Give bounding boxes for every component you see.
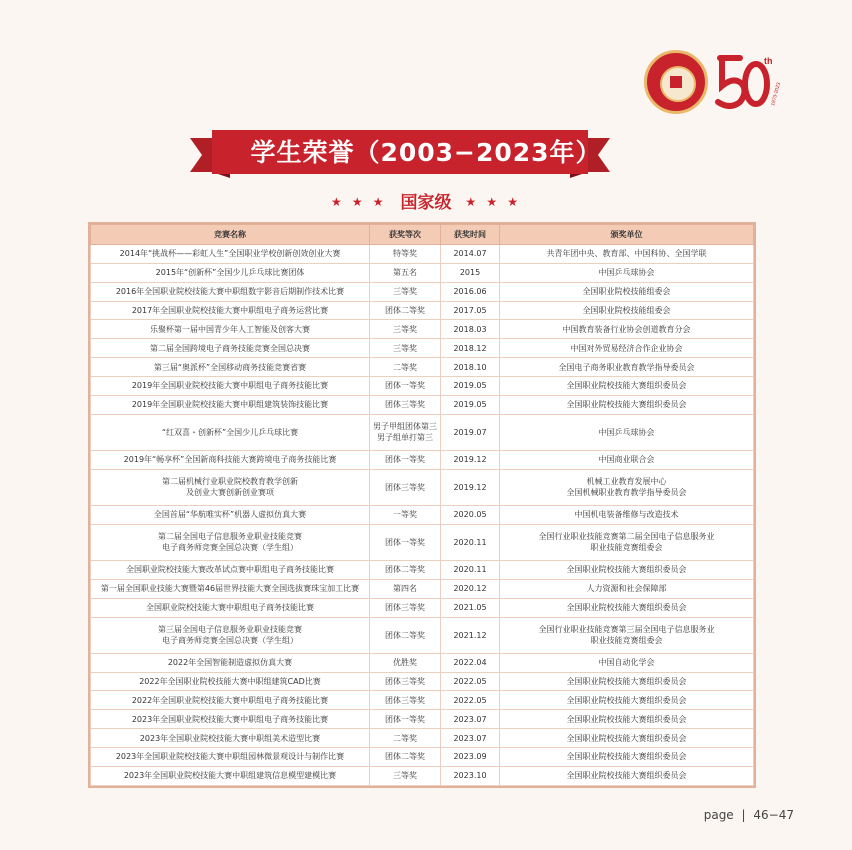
cell-issuing-body: 全国职业院校技能组委会 (500, 301, 754, 320)
table-row (91, 505, 754, 524)
cell-award-level: 三等奖 (370, 282, 441, 301)
cell-competition: 2023年全国职业院校技能大赛中职组美术造型比赛 (91, 729, 370, 748)
cell-award-date: 2023.10 (441, 766, 500, 785)
cell-issuing-body: 全国职业院校技能大赛组织委员会 (500, 710, 754, 729)
cell-award-level: 三等奖 (370, 766, 441, 785)
section-heading (0, 188, 852, 213)
table-body (91, 245, 754, 786)
page-title: 学生荣誉（2003−2023年） (250, 138, 602, 167)
cell-award-level: 团体三等奖 (370, 691, 441, 710)
cell-competition: 2022年全国智能制造虚拟仿真大赛 (91, 653, 370, 672)
cell-issuing-body: 中国乒乓球协会 (500, 414, 754, 450)
cell-competition: 第三届全国电子信息服务业职业技能竞赛 电子商务师竞赛全国总决赛（学生组） (91, 617, 370, 653)
cell-competition: 2016年全国职业院校技能大赛中职组数字影音后期制作技术比赛 (91, 282, 370, 301)
cell-issuing-body: 全国职业院校技能大赛组织委员会 (500, 560, 754, 579)
cell-award-level: 团体二等奖 (370, 560, 441, 579)
cell-issuing-body: 中国对外贸易经济合作企业协会 (500, 339, 754, 358)
table-row (91, 747, 754, 766)
cell-award-date: 2019.05 (441, 395, 500, 414)
anniversary-years: 1973-2023 (770, 81, 783, 107)
table-row (91, 339, 754, 358)
cell-issuing-body: 全国职业院校技能大赛组织委员会 (500, 395, 754, 414)
cell-award-date: 2018.03 (441, 320, 500, 339)
table-row (91, 672, 754, 691)
cell-award-level: 团体一等奖 (370, 450, 441, 469)
cell-award-level: 团体三等奖 (370, 395, 441, 414)
table-row (91, 617, 754, 653)
cell-competition: 第二届机械行业职业院校教育教学创新 及创业大赛创新创业赛项 (91, 469, 370, 505)
cell-issuing-body: 全国行业职业技能竞赛第二届全国电子信息服务业 职业技能竞赛组委会 (500, 524, 754, 560)
cell-issuing-body: 中国机电装备维修与改造技术 (500, 505, 754, 524)
cell-award-date: 2023.07 (441, 710, 500, 729)
cell-issuing-body: 中国乒乓球协会 (500, 263, 754, 282)
cell-competition: 2019年全国职业院校技能大赛中职组建筑装饰技能比赛 (91, 395, 370, 414)
table-row (91, 729, 754, 748)
cell-issuing-body: 全国职业院校技能大赛组织委员会 (500, 377, 754, 396)
cell-competition: 第二届全国跨境电子商务技能竞赛全国总决赛 (91, 339, 370, 358)
cell-issuing-body: 全国职业院校技能组委会 (500, 282, 754, 301)
cell-award-date: 2021.05 (441, 598, 500, 617)
cell-award-date: 2016.06 (441, 282, 500, 301)
anniversary-50th-logo (714, 46, 783, 116)
table-row (91, 710, 754, 729)
cell-award-date: 2020.11 (441, 524, 500, 560)
cell-competition: 2023年全国职业院校技能大赛中职组建筑信息模型建模比赛 (91, 766, 370, 785)
cell-award-level: 团体一等奖 (370, 710, 441, 729)
cell-award-date: 2022.05 (441, 691, 500, 710)
cell-award-level: 优胜奖 (370, 653, 441, 672)
cell-competition: 2017年全国职业院校技能大赛中职组电子商务运营比赛 (91, 301, 370, 320)
cell-award-level: 特等奖 (370, 245, 441, 264)
cell-competition: 2023年全国职业院校技能大赛中职组园林微景观设计与制作比赛 (91, 747, 370, 766)
cell-award-level: 男子甲组团体第三 男子组单打第三 (370, 414, 441, 450)
cell-competition: 2015年“创新杯”全国少儿乒乓球比赛团体 (91, 263, 370, 282)
page-separator: | (741, 808, 746, 822)
table-row (91, 579, 754, 598)
cell-issuing-body: 全国职业院校技能大赛组织委员会 (500, 691, 754, 710)
page-footer (704, 808, 794, 822)
cell-award-level: 二等奖 (370, 729, 441, 748)
table-row (91, 320, 754, 339)
cell-issuing-body: 全国职业院校技能大赛组织委员会 (500, 747, 754, 766)
cell-competition: 2022年全国职业院校技能大赛中职组建筑CAD比赛 (91, 672, 370, 691)
honors-table (90, 224, 754, 786)
cell-issuing-body: 全国职业院校技能大赛组织委员会 (500, 672, 754, 691)
cell-award-level: 第四名 (370, 579, 441, 598)
section-label: 国家级 (400, 193, 452, 213)
cell-award-date: 2020.11 (441, 560, 500, 579)
table-row (91, 282, 754, 301)
table-row (91, 301, 754, 320)
table-row (91, 263, 754, 282)
cell-issuing-body: 全国职业院校技能大赛组织委员会 (500, 598, 754, 617)
cell-award-date: 2019.07 (441, 414, 500, 450)
cell-award-level: 团体二等奖 (370, 617, 441, 653)
table-row (91, 598, 754, 617)
cell-award-level: 三等奖 (370, 320, 441, 339)
table-row (91, 395, 754, 414)
school-seal-logo (644, 50, 708, 114)
cell-competition: 第一届全国职业技能大赛暨第46届世界技能大赛全国选拔赛珠宝加工比赛 (91, 579, 370, 598)
table-row (91, 653, 754, 672)
table-row (91, 560, 754, 579)
cell-award-date: 2014.07 (441, 245, 500, 264)
cell-award-date: 2021.12 (441, 617, 500, 653)
cell-competition: 全国职业院校技能大赛改革试点赛中职组电子商务技能比赛 (91, 560, 370, 579)
table-row (91, 377, 754, 396)
table-row (91, 245, 754, 264)
honors-table-container (88, 222, 756, 788)
stars-right-decoration: ★ ★ ★ (465, 195, 522, 209)
cell-award-level: 团体三等奖 (370, 598, 441, 617)
page-label: page (703, 808, 734, 822)
cell-award-date: 2019.12 (441, 469, 500, 505)
cell-issuing-body: 机械工业教育发展中心 全国机械职业教育教学指导委员会 (500, 469, 754, 505)
header-issuing-body: 颁奖单位 (500, 225, 754, 245)
cell-award-date: 2017.05 (441, 301, 500, 320)
cell-award-level: 团体一等奖 (370, 524, 441, 560)
cell-award-level: 三等奖 (370, 339, 441, 358)
cell-issuing-body: 人力资源和社会保障部 (500, 579, 754, 598)
cell-award-date: 2019.12 (441, 450, 500, 469)
cell-issuing-body: 全国职业院校技能大赛组织委员会 (500, 729, 754, 748)
cell-award-date: 2015 (441, 263, 500, 282)
cell-competition: 2023年全国职业院校技能大赛中职组电子商务技能比赛 (91, 710, 370, 729)
table-row (91, 450, 754, 469)
cell-competition: 2019年全国职业院校技能大赛中职组电子商务技能比赛 (91, 377, 370, 396)
cell-competition: 乐聚杯第一届中国青少年人工智能及创客大赛 (91, 320, 370, 339)
cell-competition: 全国首届“华航唯实杯”机器人虚拟仿真大赛 (91, 505, 370, 524)
cell-issuing-body: 全国行业职业技能竞赛第三届全国电子信息服务业 职业技能竞赛组委会 (500, 617, 754, 653)
cell-award-date: 2022.05 (441, 672, 500, 691)
cell-award-level: 团体二等奖 (370, 301, 441, 320)
cell-issuing-body: 全国电子商务职业教育教学指导委员会 (500, 358, 754, 377)
table-row (91, 524, 754, 560)
cell-competition: 2014年“挑战杯——彩虹人生”全国职业学校创新创效创业大赛 (91, 245, 370, 264)
cell-issuing-body: 共青年团中央、教育部、中国科协、全国学联 (500, 245, 754, 264)
stars-left-decoration: ★ ★ ★ (330, 195, 387, 209)
header-competition: 竞赛名称 (91, 225, 370, 245)
table-row (91, 414, 754, 450)
cell-award-level: 团体二等奖 (370, 747, 441, 766)
cell-competition: 2019年“畅享杯”全国新商科技能大赛跨境电子商务技能比赛 (91, 450, 370, 469)
cell-competition: 第三届“奥派杯”全国移动商务技能竞赛省赛 (91, 358, 370, 377)
cell-award-date: 2019.05 (441, 377, 500, 396)
cell-award-date: 2020.05 (441, 505, 500, 524)
cell-award-date: 2018.12 (441, 339, 500, 358)
cell-issuing-body: 中国自动化学会 (500, 653, 754, 672)
seal-inner-ring (660, 66, 696, 102)
cell-competition: 全国职业院校技能大赛中职组电子商务技能比赛 (91, 598, 370, 617)
cell-competition: 第二届全国电子信息服务业职业技能竞赛 电子商务师竞赛全国总决赛（学生组） (91, 524, 370, 560)
seal-emblem-icon (670, 76, 682, 88)
header-logos (640, 44, 783, 119)
cell-award-level: 团体三等奖 (370, 469, 441, 505)
table-row (91, 358, 754, 377)
cell-competition: 2022年全国职业院校技能大赛中职组电子商务技能比赛 (91, 691, 370, 710)
anniversary-suffix: th (764, 56, 773, 66)
table-header-row (91, 225, 754, 245)
header-award-level: 获奖等次 (370, 225, 441, 245)
cell-award-date: 2023.09 (441, 747, 500, 766)
table-row (91, 766, 754, 785)
table-row (91, 691, 754, 710)
cell-issuing-body: 中国教育装备行业协会创道教育分会 (500, 320, 754, 339)
cell-award-date: 2018.10 (441, 358, 500, 377)
cell-award-level: 团体三等奖 (370, 672, 441, 691)
cell-issuing-body: 全国职业院校技能大赛组织委员会 (500, 766, 754, 785)
cell-award-date: 2020.12 (441, 579, 500, 598)
cell-award-level: 团体一等奖 (370, 377, 441, 396)
cell-competition: “红双喜・创新杯”全国少儿乒乓球比赛 (91, 414, 370, 450)
cell-award-level: 二等奖 (370, 358, 441, 377)
cell-award-date: 2022.04 (441, 653, 500, 672)
header-award-date: 获奖时间 (441, 225, 500, 245)
page-numbers: 46−47 (753, 808, 794, 822)
table-row (91, 469, 754, 505)
cell-award-date: 2023.07 (441, 729, 500, 748)
cell-issuing-body: 中国商业联合会 (500, 450, 754, 469)
cell-award-level: 第五名 (370, 263, 441, 282)
cell-award-level: 一等奖 (370, 505, 441, 524)
